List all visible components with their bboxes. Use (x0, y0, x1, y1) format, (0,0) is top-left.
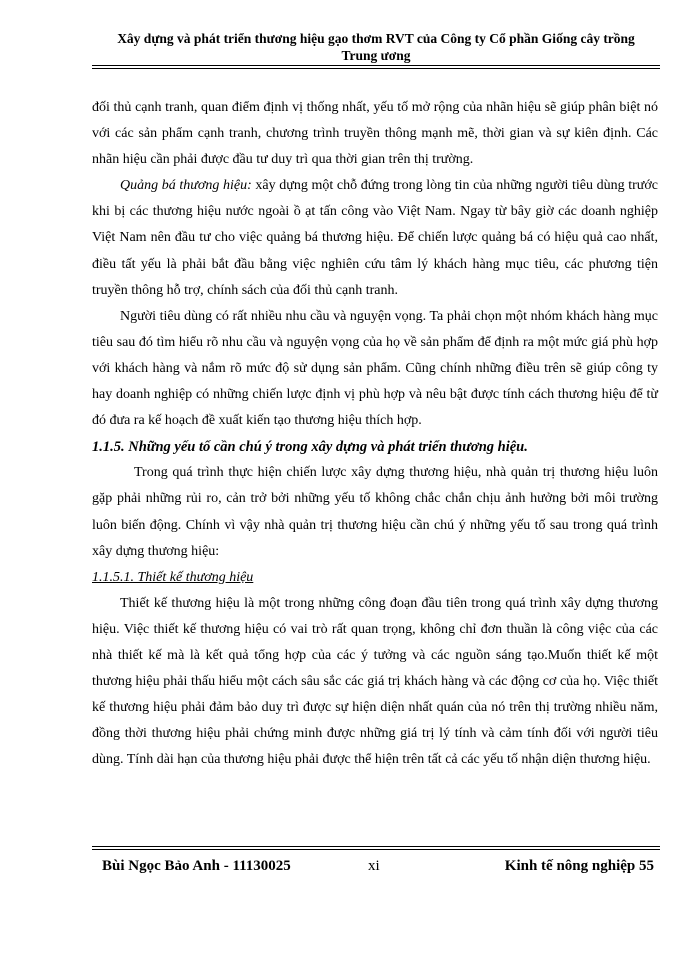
paragraph-5: Thiết kế thương hiệu là một trong những công đoạn đầu tiên trong quá trình xây dựng thương hiệu. Việc thiết kế thương hiệu có vai trò rất quan trọng, không chỉ đơn thuần là công việc của các nhà thiết kế mà là kết quả tổng hợp của các ý tưởng và các nguồn sáng tạo.Muốn thiết kế một thương hiệu phải thấu hiểu một cách sâu sắc các giá trị khách hàng và các động cơ của họ. Việc thiết kế thương hiệu phải đảm bảo duy trì được sự hiện diện nhất quán của nó trên thị trường nhiều năm, đồng thời thương hiệu phải chứng minh được những giá trị lý tính và cảm tính đối với người tiêu dùng. Tính dài hạn của thương hiệu phải được thể hiện trên tất cả các yếu tố nhận diện thương hiệu. (92, 595, 658, 768)
subsection-heading-text: 1.1.5.1. Thiết kế thương hiệu (92, 569, 254, 585)
footer-rule-top (92, 846, 660, 847)
paragraph-3: Người tiêu dùng có rất nhiều nhu cầu và nguyện vọng. Ta phải chọn một nhóm khách hàng mục tiêu sau đó tìm hiểu rõ nhu cầu và nguyện vọng của họ về sản phẩm để định ra một mức giá phù hợp với khách hàng và nắm rõ mức độ sử dụng sản phẩm. Cũng chính những điều trên sẽ giúp công ty hay doanh nghiệp có những chiến lược định vị phù hợp và nêu bật được tính cách thương hiệu để từ đó đưa ra kế hoạch đề xuất kiến tạo thương hiệu thích hợp. (92, 308, 658, 429)
header-title-line2: Trung ương (341, 48, 411, 63)
page-body (92, 95, 658, 773)
paragraph-2-lead: Quảng bá thương hiệu: (120, 178, 252, 194)
section-heading: 1.1.5. Những yếu tố cần chú ý trong xây dựng và phát triển thương hiệu. (92, 439, 528, 456)
footer-page-number: xi (368, 858, 380, 874)
footer-author: Bùi Ngọc Bảo Anh - 11130025 (102, 858, 291, 874)
footer-row (92, 858, 660, 878)
paragraph-1: đối thủ cạnh tranh, quan điểm định vị thống nhất, yếu tố mở rộng của nhãn hiệu sẽ giúp phân biệt nó với các sản phẩm cạnh tranh, chương trình truyền thông mạnh mẽ, thời gian và sự kiên định. Các nhãn hiệu cần phải được đầu tư duy trì qua thời gian trên thị trường. (92, 100, 658, 168)
footer-rule-bottom (92, 849, 660, 850)
paragraph-2 (92, 173, 658, 303)
footer-course: Kinh tế nông nghiệp 55 (504, 858, 654, 874)
header-rule-top (92, 65, 660, 66)
paragraph-4: Trong quá trình thực hiện chiến lược xây dựng thương hiệu, nhà quản trị thương hiệu luôn gặp phải những rủi ro, cản trở bởi những yếu tố không chắc chắn chịu ảnh hưởng bởi môi trường luôn biến động. Chính vì vậy nhà quản trị thương hiệu cần chú ý những yếu tố sau trong quá trình xây dựng thương hiệu: (92, 465, 658, 559)
header-rule-bottom (92, 68, 660, 69)
header-title-line1: Xây dựng và phát triển thương hiệu gạo thơm RVT của Công ty Cổ phần Giống cây trồng (117, 31, 635, 46)
subsection-heading (92, 565, 658, 591)
page-footer (92, 846, 660, 878)
page-header (92, 30, 660, 69)
paragraph-2-text: xây dựng một chỗ đứng trong lòng tin của những người tiêu dùng trước khi bị các thương hiệu nước ngoài ồ ạt tấn công vào Việt Nam. Ngay từ bây giờ các doanh nghiệp Việt Nam nên đầu tư cho việc quảng bá thương hiệu. Để chiến lược quảng bá có hiệu quả cao nhất, điều tất yếu là phải bắt đầu bằng việc nghiên cứu tâm lý khách hàng mục tiêu, các phương tiện truyền thông hỗ trợ, chính sách của đối thủ cạnh tranh. (92, 178, 659, 298)
